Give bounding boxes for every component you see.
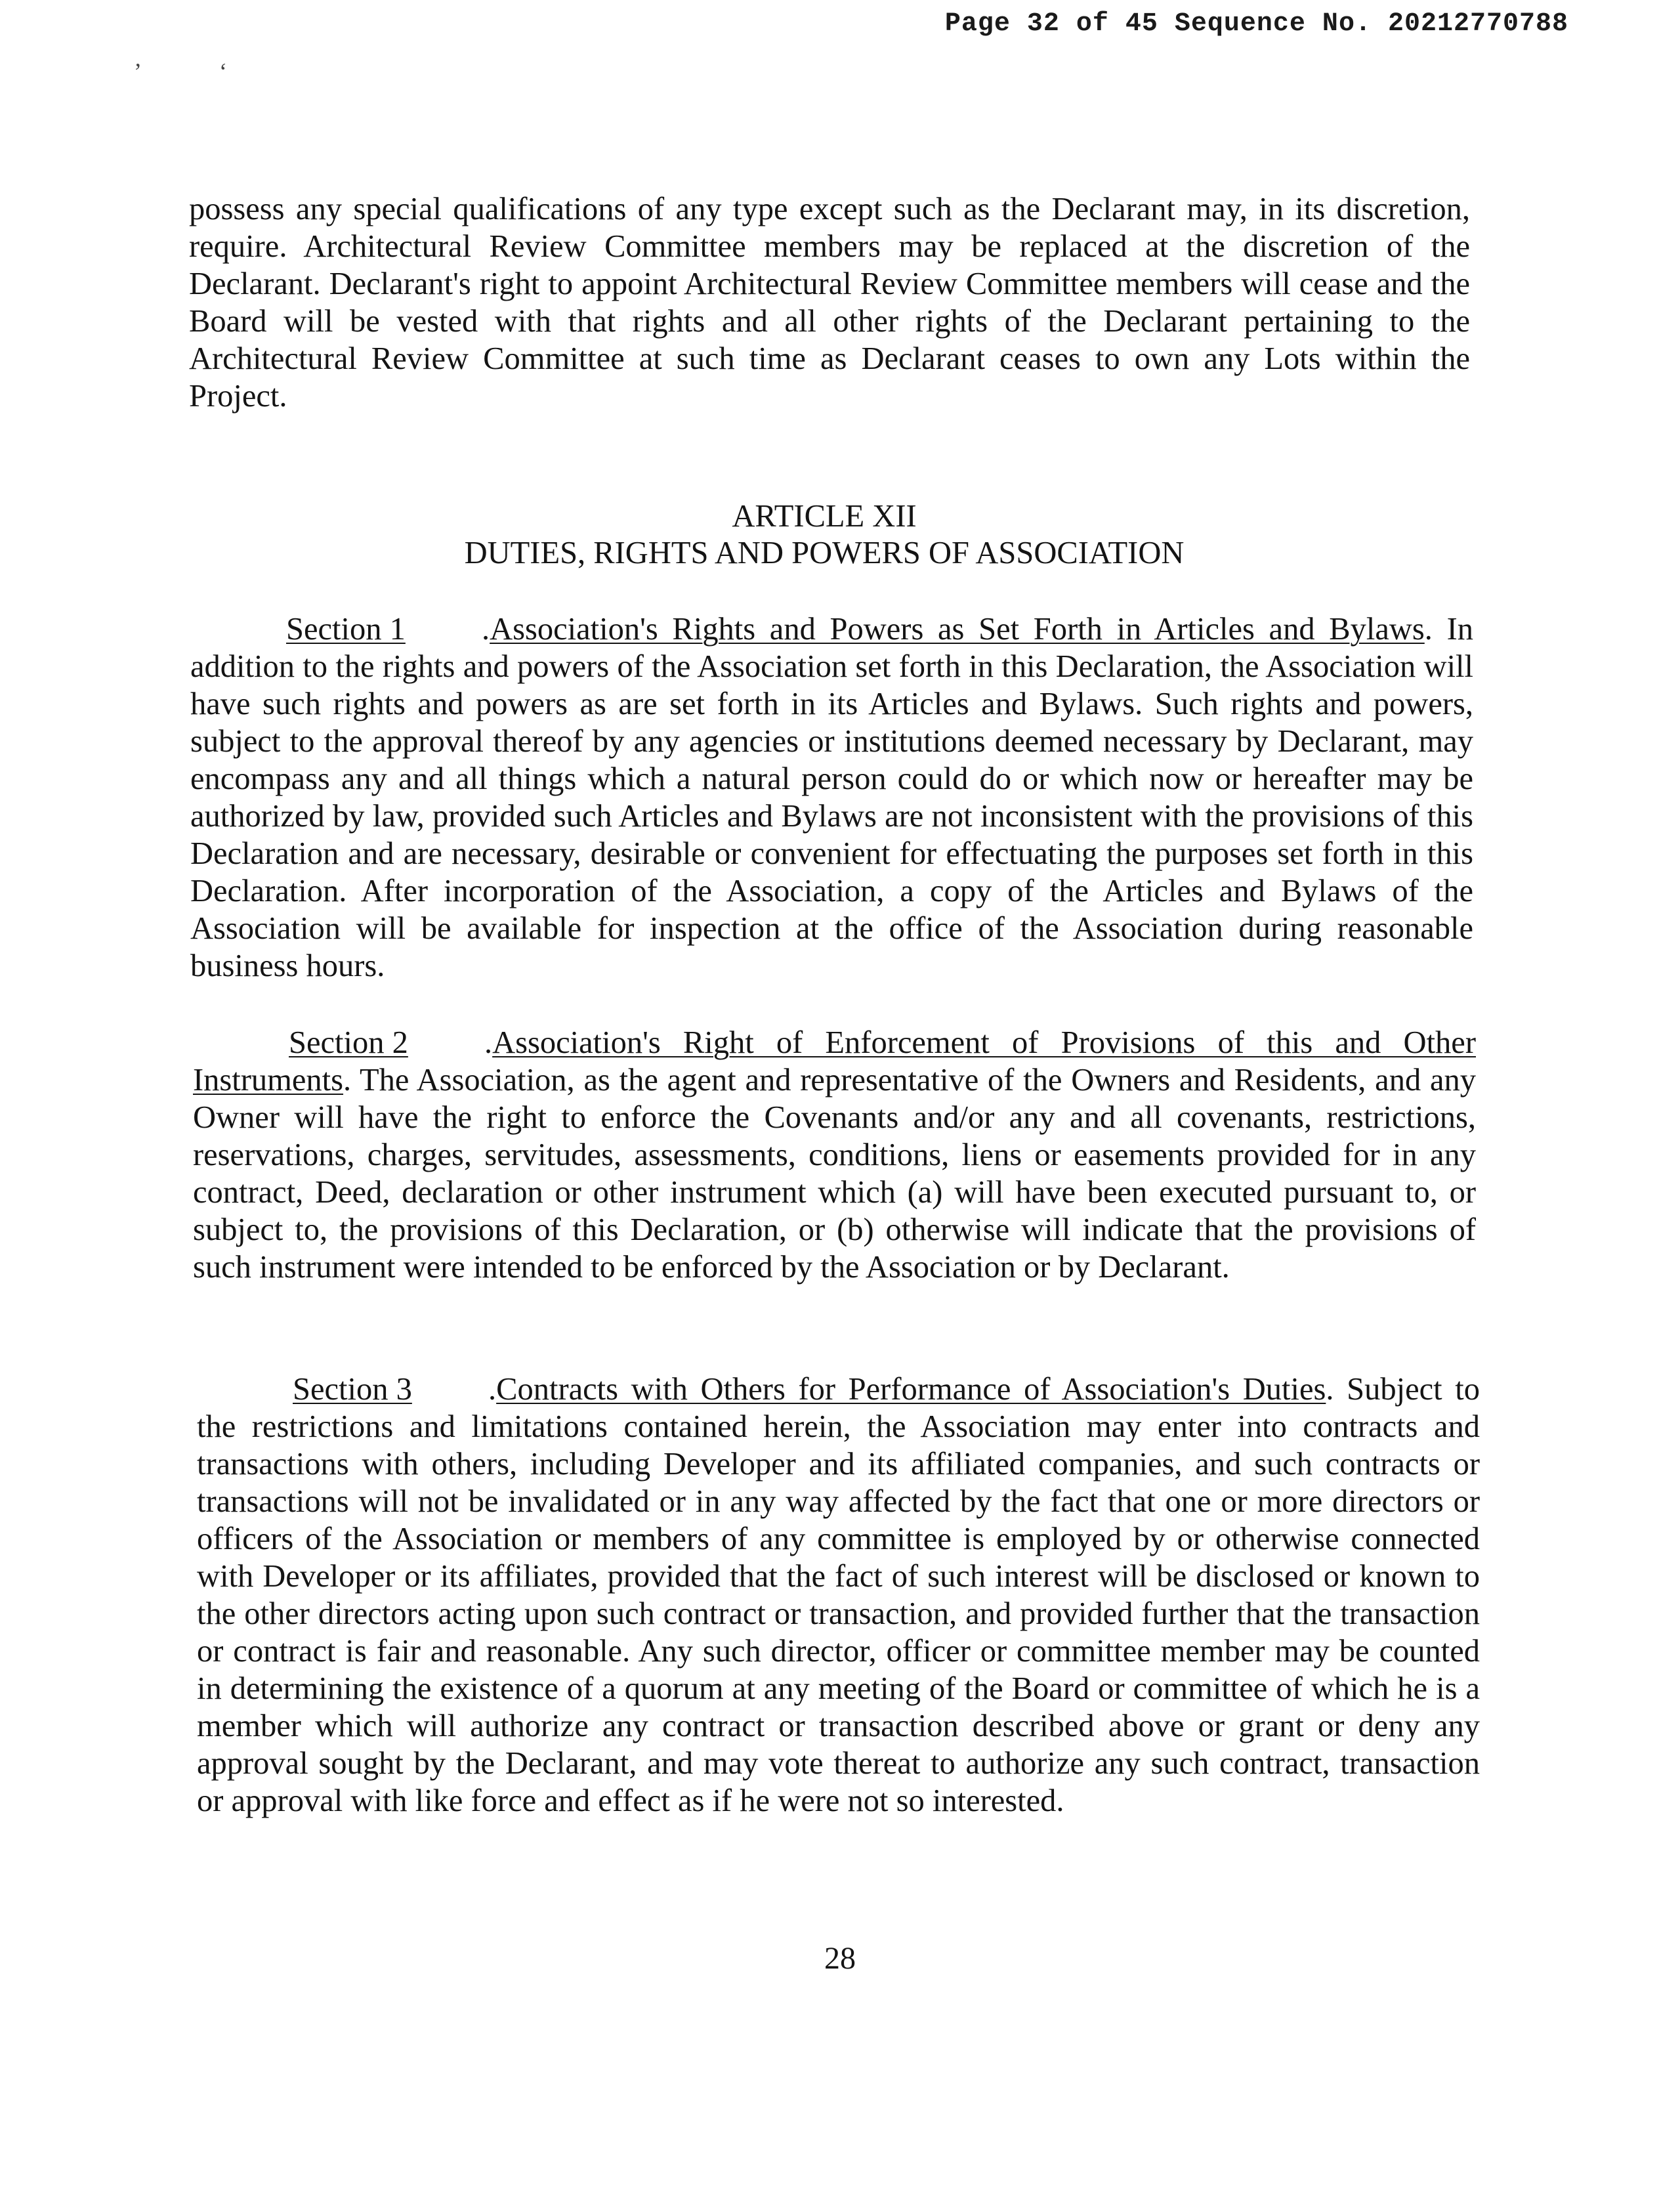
section-2-paragraph: Section 2 .Association's Right of Enforcement of Provisions of this and Other Instruments. The Association, as the agent and representative of the Owners and Residents, and any Owner will have the right to enforce the Covenants and/or any and all covenants, restrictions, reservations, charges, servitudes, assessments, conditions, liens or easements provided for in any contract, Deed, declaration or other instrument which (a) will have been executed pursuant to, or subject to, the provisions of this Declaration, or (b) otherwise will indicate that the provisions of such instrument were intended to be enforced by the Association or by Declarant. — [193, 1025, 1476, 1285]
section-1-title: Association's Rights and Powers as Set Forth in Articles and Bylaws — [490, 612, 1425, 647]
section-3-paragraph: Section 3 .Contracts with Others for Performance of Association's Duties. Subject to the restrictions and limitations contained herein, the Association may enter into contracts and transactions with others, including Developer and its affiliated companies, and such contracts or transactions will not be invalidated or in any way affected by the fact that one or more directors or officers of the Association or members of any committee is employed by or otherwise connected with Developer or its affiliates, provided that the fact of such interest will be disclosed or known to the other directors acting upon such contract or transaction, and provided further that the transaction or contract is fair and reasonable. Any such director, officer or committee member may be counted in determining the existence of a quorum at any meeting of the Board or committee of which he is a member which will authorize any contract or transaction described above or grant or deny any approval sought by the Declarant, and may vote thereat to authorize any such contract, transaction or approval with like force and effect as if he were not so interested. — [197, 1372, 1480, 1818]
section-2-title: Association's Right of Enforcement of Provisions of this and Other Instruments — [193, 1025, 1476, 1098]
scan-mark: ʻ — [219, 58, 227, 85]
intro-paragraph: possess any special qualifications of any type except such as the Declarant may, in its discretion, require. Architectural Review Committee members may be replaced at the discretion of the Declarant. Declarant's right to appoint Architectural Review Committee members will cease and the Board will be vested with that rights and all other rights of the Declarant pertaining to the Architectural Review Committee at such time as Declarant ceases to own any Lots within the Project. — [189, 192, 1470, 414]
header-page-stamp: Page 32 of 45 Sequence No. 20212770788 — [944, 9, 1568, 39]
article-title: ARTICLE XII — [732, 499, 917, 534]
section-1-body: In addition to the rights and powers of the Association set forth in this Declaration, the Association will have such rights and powers as are set forth in its Articles and Bylaws. Such rights and powers, subject to the approval thereof by any agencies or institutions deemed necessary by Declarant, may encompass any and all things which a natural person could do or which now or hereafter may be authorized by law, provided such Articles and Bylaws are not inconsistent with the provisions of this Declaration and are necessary, desirable or convenient for effectuating the purposes set forth in this Declaration. After incorporation of the Association, a copy of the Articles and Bylaws of the Association will be available for inspection at the office of the Association during reasonable business hours. — [190, 612, 1473, 983]
scan-mark: ʼ — [134, 58, 142, 85]
section-2-number: Section 2 — [289, 1025, 408, 1060]
article-subtitle: DUTIES, RIGHTS AND POWERS OF ASSOCIATION — [464, 536, 1185, 570]
section-1-number: Section 1 — [286, 612, 406, 647]
section-3-title: Contracts with Others for Performance of Association's Duties — [496, 1372, 1326, 1407]
section-1-paragraph: Section 1 .Association's Rights and Powers as Set Forth in Articles and Bylaws. In addition to the rights and powers of the Association set forth in this Declaration, the Association will have such rights and powers as are set forth in its Articles and Bylaws. Such rights and powers, subject to the approval thereof by any agencies or institutions deemed necessary by Declarant, may encompass any and all things which a natural person could do or which now or hereafter may be authorized by law, provided such Articles and Bylaws are not inconsistent with the provisions of this Declaration and are necessary, desirable or convenient for effectuating the purposes set forth in this Declaration. After incorporation of the Association, a copy of the Articles and Bylaws of the Association will be available for inspection at the office of the Association during reasonable business hours. — [190, 612, 1473, 983]
section-3-number: Section 3 — [293, 1372, 412, 1407]
section-3-body: Subject to the restrictions and limitations contained herein, the Association may enter into contracts and transactions with others, including Developer and its affiliated companies, and such contracts or transactions will not be invalidated or in any way affected by the fact that one or more directors or officers of the Association or members of any committee is employed by or otherwise connected with Developer or its affiliates, provided that the fact of such interest will be disclosed or known to the other directors acting upon such contract or transaction, and provided further that the transaction or contract is fair and reasonable. Any such director, officer or committee member may be counted in determining the existence of a quorum at any meeting of the Board or committee of which he is a member which will authorize any contract or transaction described above or grant or deny any approval sought by the Declarant, and may vote thereat to authorize any such contract, transaction or approval with like force and effect as if he were not so interested. — [197, 1372, 1480, 1818]
section-2-body: The Association, as the agent and representative of the Owners and Residents, and any Owner will have the right to enforce the Covenants and/or any and all covenants, restrictions, reservations, charges, servitudes, assessments, conditions, liens or easements provided for in any contract, Deed, declaration or other instrument which (a) will have been executed pursuant to, or subject to, the provisions of this Declaration, or (b) otherwise will indicate that the provisions of such instrument were intended to be enforced by the Association or by Declarant. — [193, 1063, 1476, 1285]
page-number: 28 — [824, 1941, 856, 1976]
